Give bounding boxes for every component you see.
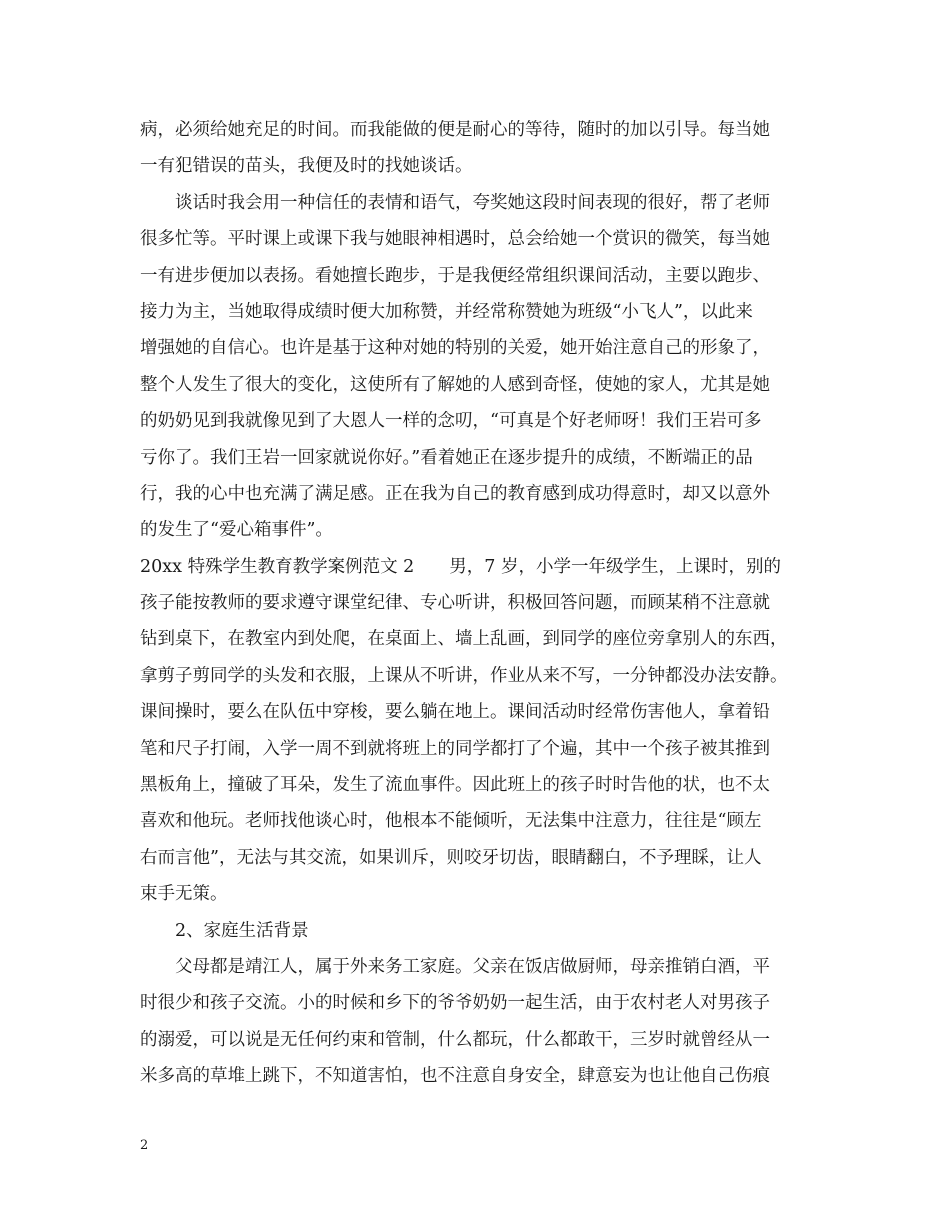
text-line: 黑板角上，撞破了耳朵，发生了流血事件。因此班上的孩子时时告他的状，也不太 bbox=[140, 775, 770, 796]
page-number: 2 bbox=[140, 1138, 149, 1153]
text-line: 课间操时，要么在队伍中穿梭，要么躺在地上。课间活动时经常伤害他人，拿着铅 bbox=[140, 702, 770, 723]
text-line: 病，必须给她充足的时间。而我能做的便是耐心的等待，随时的加以引导。每当她 bbox=[140, 120, 770, 140]
text-line: 一有犯错误的苗头，我便及时的找她谈话。 bbox=[140, 156, 473, 177]
text-line: 米多高的草堆上跳下，不知道害怕，也不注意自身安全，肆意妄为也让他自己伤痕 bbox=[140, 1066, 770, 1087]
text-line: 谈话时我会用一种信任的表情和语气，夸奖她这段时间表现的很好，帮了老师 bbox=[175, 192, 770, 213]
text-line: 亏你了。我们王岩一回家就说你好。”看着她正在逐步提升的成绩，不断端正的品 bbox=[140, 447, 753, 468]
body-text bbox=[140, 112, 820, 1095]
text-line: 行，我的心中也充满了满足感。正在我为自己的教育感到成功得意时，却又以意外 bbox=[140, 483, 770, 504]
text-line: 时很少和孩子交流。小的时候和乡下的爷爷奶奶一起生活，由于农村老人对男孩子 bbox=[140, 993, 770, 1014]
text-line: 的发生了“爱心箱事件”。 bbox=[140, 520, 333, 541]
text-line: 整个人发生了很大的变化，这使所有了解她的人感到奇怪，使她的家人，尤其是她 bbox=[140, 374, 770, 395]
text-line: 喜欢和他玩。老师找他谈心时，他根本不能倾听，无法集中注意力，往往是“顾左 bbox=[140, 811, 762, 832]
text-line: 孩子能按教师的要求遵守课堂纪律、专心听讲，积极回答问题，而顾某稍不注意就 bbox=[140, 593, 770, 614]
text-line: 笔和尺子打闹，入学一周不到就将班上的同学都打了个遍，其中一个孩子被其推到 bbox=[140, 738, 770, 759]
text-line: 的溺爱，可以说是无任何约束和管制，什么都玩，什么都敢干，三岁时就曾经从一 bbox=[140, 1029, 770, 1050]
text-line: 右而言他”，无法与其交流，如果训斥，则咬牙切齿，眼睛翻白，不予理睬，让人 bbox=[140, 847, 762, 868]
text-line: 束手无策。 bbox=[140, 884, 228, 905]
text-line: 增强她的自信心。也许是基于这种对她的特别的关爱，她开始注意自己的形象了， bbox=[140, 338, 770, 359]
text-line: 2、家庭生活背景 bbox=[175, 920, 309, 941]
text-line: 的奶奶见到我就像见到了大恩人一样的念叨，“可真是个好老师呀！我们王岩可多 bbox=[140, 411, 762, 432]
text-line: 20xx 特殊学生教育教学案例范文 2 男，7 岁，小学一年级学生，上课时，别的 bbox=[140, 556, 781, 577]
text-line: 一有进步便加以表扬。看她擅长跑步，于是我便经常组织课间活动，主要以跑步、 bbox=[140, 265, 770, 286]
text-line: 父母都是靖江人，属于外来务工家庭。父亲在饭店做厨师，母亲推销白酒，平 bbox=[175, 956, 770, 977]
text-line: 钻到桌下，在教室内到处爬，在桌面上、墙上乱画，到同学的座位旁拿别人的东西， bbox=[140, 629, 788, 650]
text-line: 拿剪子剪同学的头发和衣服，上课从不听讲，作业从来不写，一分钟都没办法安静。 bbox=[140, 665, 788, 686]
text-line: 接力为主，当她取得成绩时便大加称赞，并经常称赞她为班级“小飞人”，以此来 bbox=[140, 301, 753, 322]
text-line: 很多忙等。平时课上或课下我与她眼神相遇时，总会给她一个赏识的微笑，每当她 bbox=[140, 229, 770, 250]
